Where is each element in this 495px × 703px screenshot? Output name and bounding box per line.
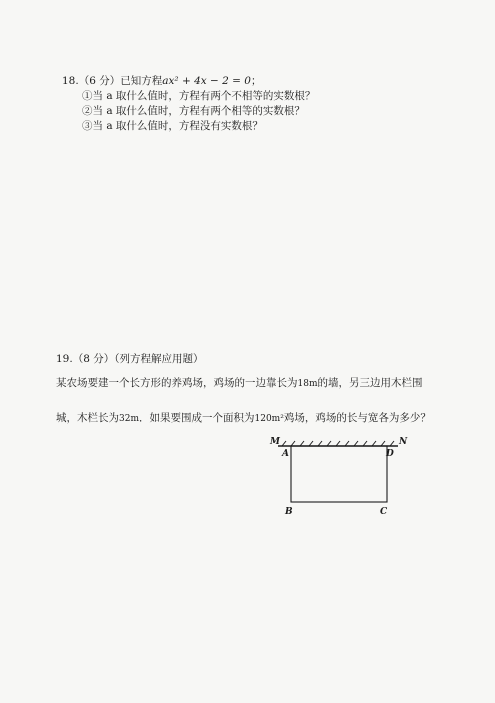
question-18-equation-end: ； (251, 75, 262, 87)
fence-length-value: 32m (119, 414, 139, 424)
question-18-item-1: ①当 a 取什么值时，方程有两个不相等的实数根？ (82, 90, 316, 102)
label-D: D (386, 449, 394, 459)
question-19-line-2 (56, 411, 456, 427)
label-A: A (282, 449, 289, 459)
chicken-farm-figure (262, 432, 412, 522)
question-18-prompt: 18.（6 分）已知方程 (62, 75, 163, 87)
question-19-line-2-text-b: ．如果要围成一个面积为 (139, 412, 255, 424)
label-N: N (399, 437, 408, 447)
question-18 (62, 74, 315, 134)
label-M: M (270, 437, 280, 447)
question-19 (56, 352, 456, 427)
question-19-title: 19.（8 分）（列方程解应用题） (56, 353, 204, 365)
question-18-item-3: ③当 a 取什么值时，方程没有实数根？ (82, 120, 263, 132)
question-19-line-1 (56, 376, 456, 392)
question-19-line-2-text-c: 鸡场，鸡场的长与宽各为多少？ (283, 412, 431, 424)
label-C: C (380, 507, 388, 517)
wall-hatching (282, 441, 394, 446)
question-18-header (62, 74, 315, 89)
figure-svg (262, 432, 412, 522)
question-18-item-2: ②当 a 取什么值时，方程有两个相等的实数根？ (82, 105, 305, 117)
farm-rectangle (291, 446, 387, 502)
wall-length-value: 18m (297, 379, 318, 389)
question-19-line-2-text-a: 城，木栏长为 (56, 412, 119, 424)
label-B: B (285, 507, 293, 517)
question-18-equation: ax² + 4x − 2 = 0 (162, 75, 251, 87)
question-19-line-1-text-a: 某农场要建一个长方形的养鸡场，鸡场的一边靠长为 (56, 377, 298, 389)
area-value: 120m² (254, 414, 284, 424)
question-19-line-1-text-b: 的墙，另三边用木栏围 (317, 377, 423, 389)
